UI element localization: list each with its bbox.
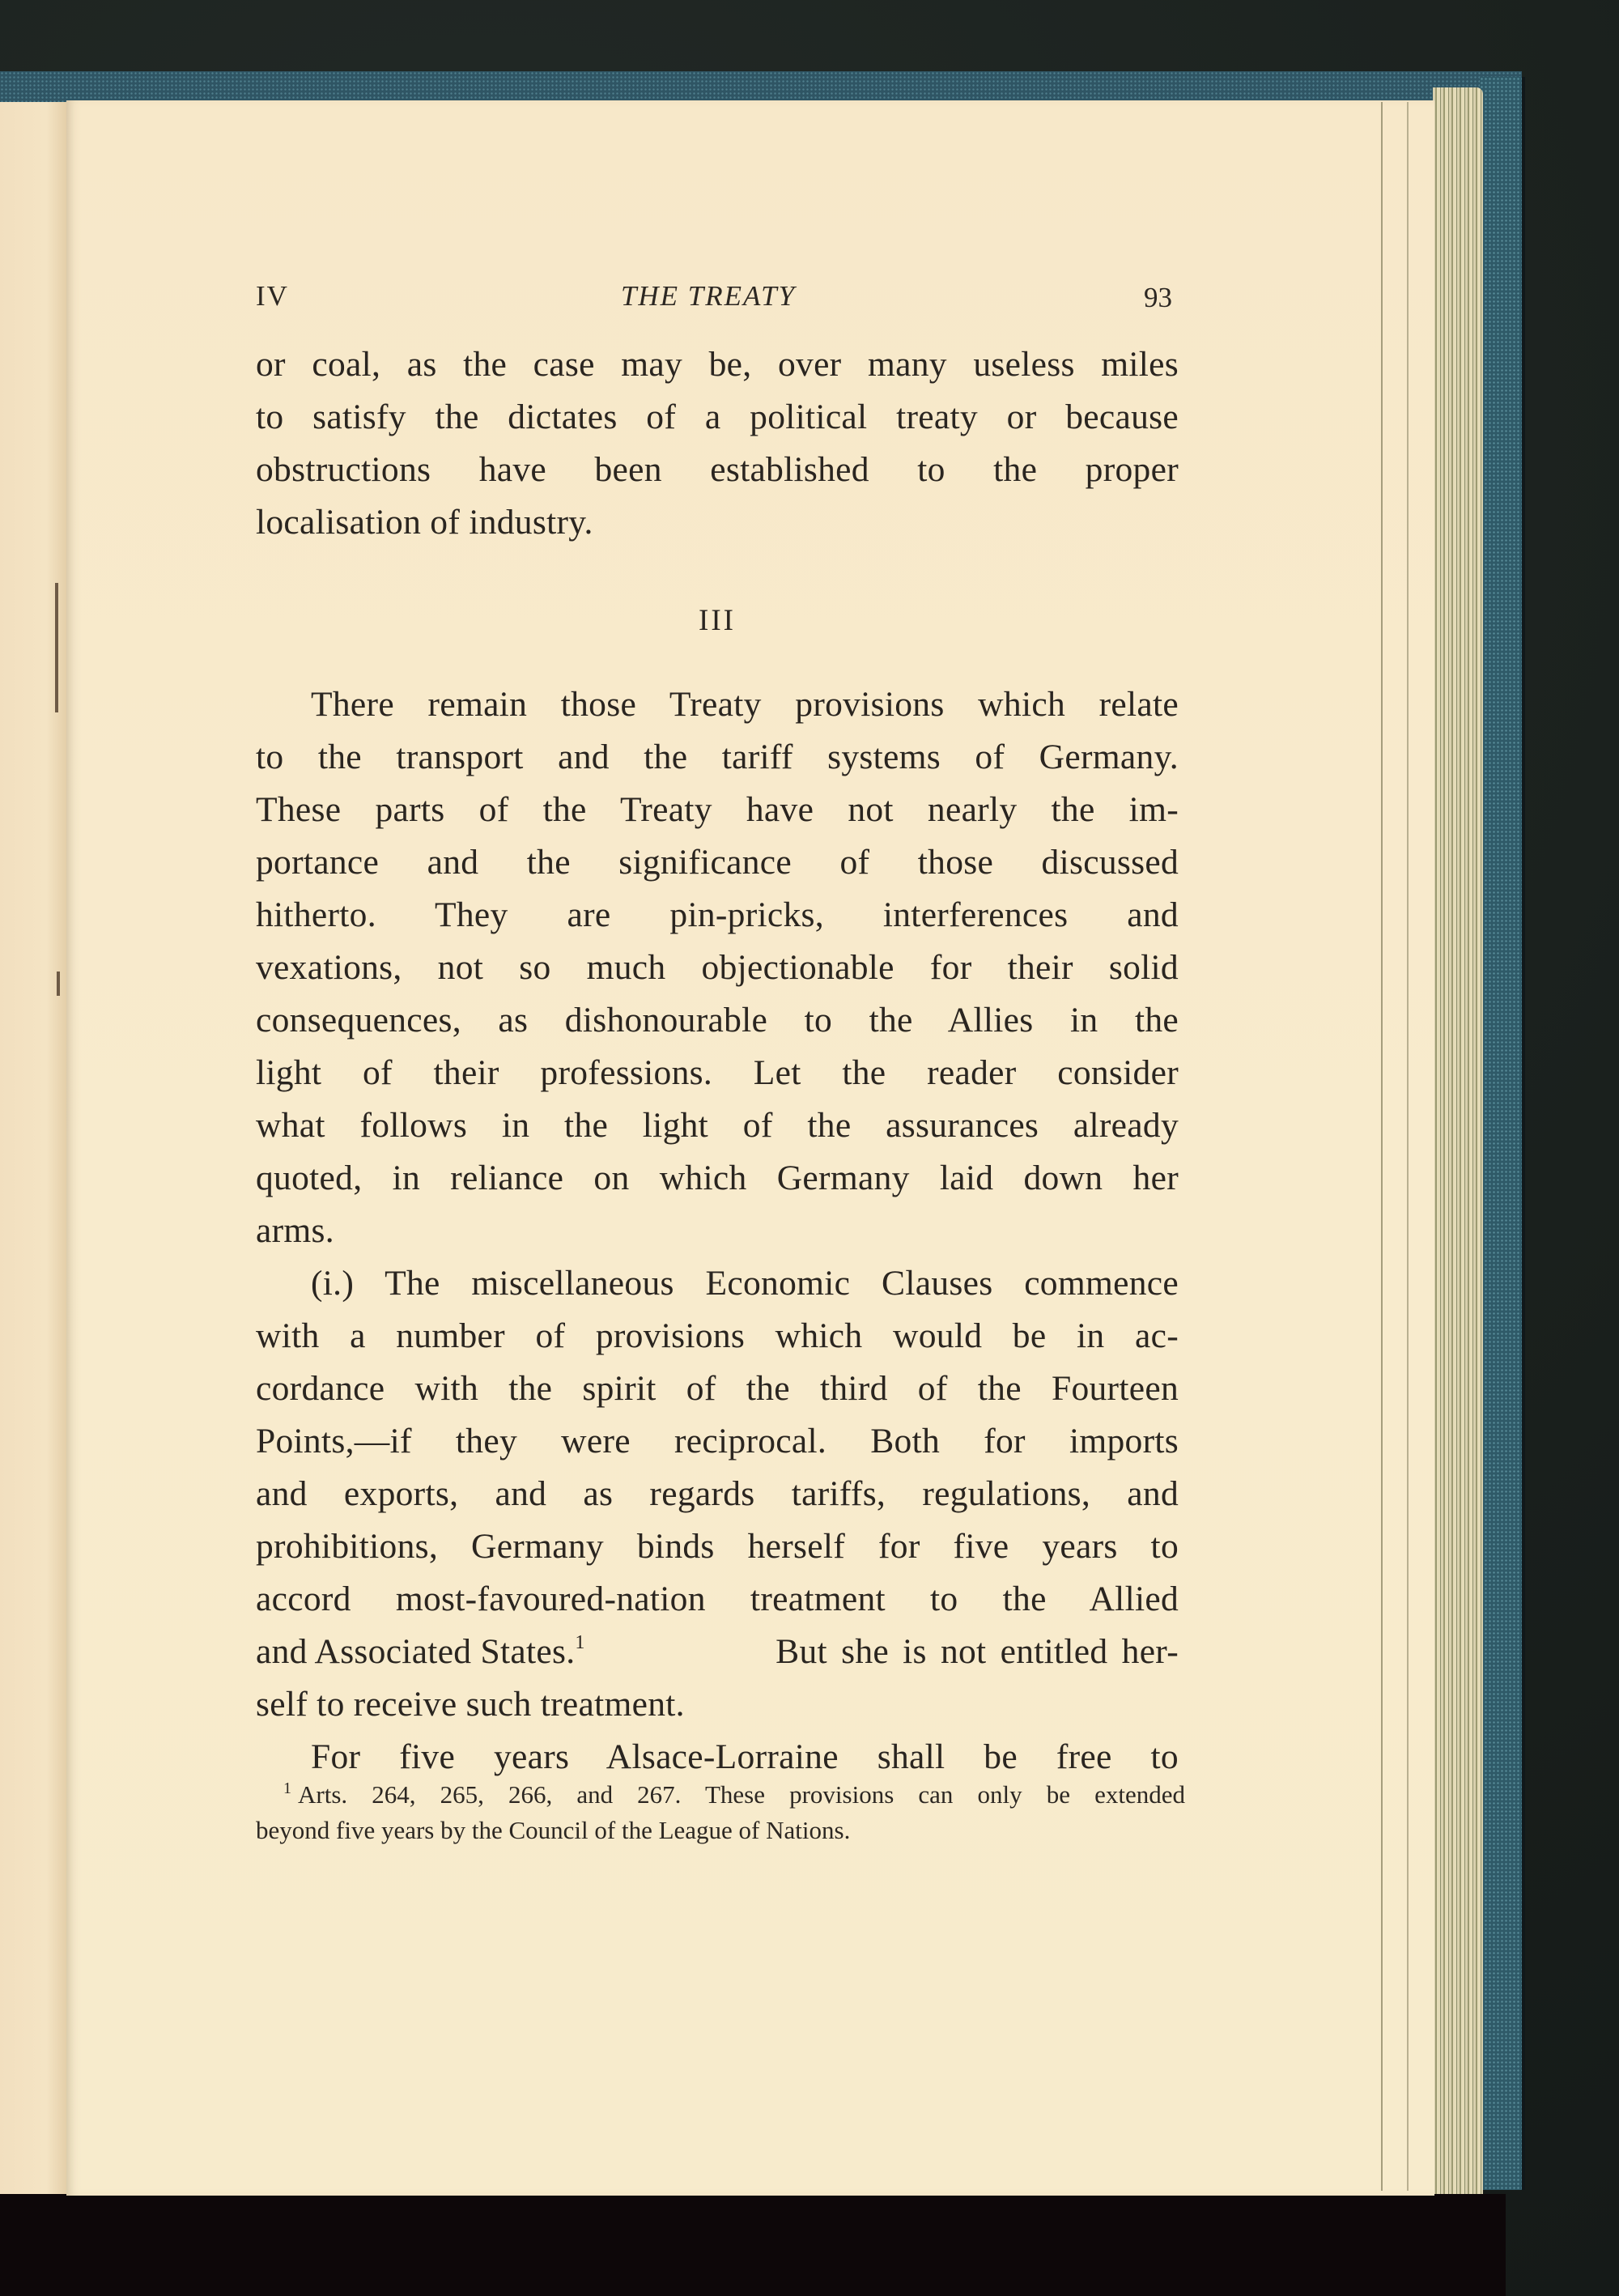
text-line: There remain those Treaty provisions which relate: [311, 685, 1179, 724]
facing-page-sliver: [0, 102, 66, 2195]
footnote-reference[interactable]: 1: [575, 1632, 585, 1653]
footnote-mark: 1: [283, 1779, 291, 1797]
book-cloth-top-edge: [0, 71, 1522, 104]
text-line: to the transport and the tariff systems of Germany.: [256, 738, 1179, 776]
text-line: and exports, and as regards tariffs, regulations, and: [256, 1474, 1179, 1513]
paragraph: [256, 1257, 1179, 1731]
text-line: (i.) The miscellaneous Economic Clauses commence: [311, 1264, 1179, 1303]
paragraph: [256, 678, 1179, 1257]
text-line: For five years Alsace-Lorraine shall be free to: [311, 1737, 1179, 1776]
footnote-line: [256, 1777, 1185, 1813]
text-line: hitherto. They are pin-pricks, interferences and: [256, 895, 1179, 934]
margin-mark: [55, 583, 58, 712]
text-segment: [256, 1626, 585, 1678]
text-line-with-footnote: [256, 1626, 1179, 1678]
text-line: These parts of the Treaty have not nearly the im-: [256, 790, 1179, 829]
text-line: vexations, not so much objectionable for their solid: [256, 948, 1179, 987]
book-cloth-right-edge: [1480, 77, 1525, 2190]
page-edge-lines: [1381, 102, 1409, 2191]
running-head: [243, 280, 1174, 321]
text-line: accord most-favoured-nation treatment to the Allied: [256, 1580, 1179, 1618]
paragraph: [256, 338, 1179, 549]
footnotes: [256, 1777, 1185, 1848]
page-number: 93: [1144, 282, 1172, 313]
page-block-edges: [1433, 87, 1483, 2197]
body-text: [256, 338, 1179, 1784]
running-title: THE TREATY: [620, 280, 797, 312]
bottom-shadow: [0, 2194, 1506, 2296]
text-line: light of their professions. Let the reader consider: [256, 1053, 1179, 1092]
footnote-line: beyond five years by the Council of the League of Nations.: [256, 1816, 851, 1844]
text-line: localisation of industry.: [256, 503, 593, 542]
paragraph: [256, 1731, 1179, 1784]
text-line: obstructions have been established to the proper: [256, 450, 1179, 489]
text-segment: But she is not entitled her-: [776, 1632, 1179, 1671]
text-line: portance and the significance of those discussed: [256, 843, 1179, 882]
text-line: self to receive such treatment.: [256, 1685, 685, 1724]
section-heading: III: [699, 604, 736, 637]
text-line: arms.: [256, 1211, 334, 1250]
margin-mark: [57, 972, 60, 996]
text-line: Points,—if they were reciprocal. Both for imports: [256, 1422, 1179, 1461]
text-line: what follows in the light of the assurances already: [256, 1106, 1179, 1145]
chapter-number: IV: [256, 280, 289, 312]
text-line: cordance with the spirit of the third of the Fourteen: [256, 1369, 1179, 1408]
text-line: prohibitions, Germany binds herself for five years to: [256, 1527, 1179, 1566]
text-line: or coal, as the case may be, over many useless miles: [256, 345, 1179, 384]
footnote-text: Arts. 264, 265, 266, and 267. These provisions can only be extended: [298, 1780, 1185, 1809]
text-line: to satisfy the dictates of a political treaty or because: [256, 398, 1179, 436]
text-line: quoted, in reliance on which Germany laid down her: [256, 1159, 1179, 1197]
text-line: with a number of provisions which would be in ac-: [256, 1316, 1179, 1355]
text-fragment: and Associated States.: [256, 1632, 576, 1671]
text-line: consequences, as dishonourable to the Allies in the: [256, 1001, 1179, 1040]
